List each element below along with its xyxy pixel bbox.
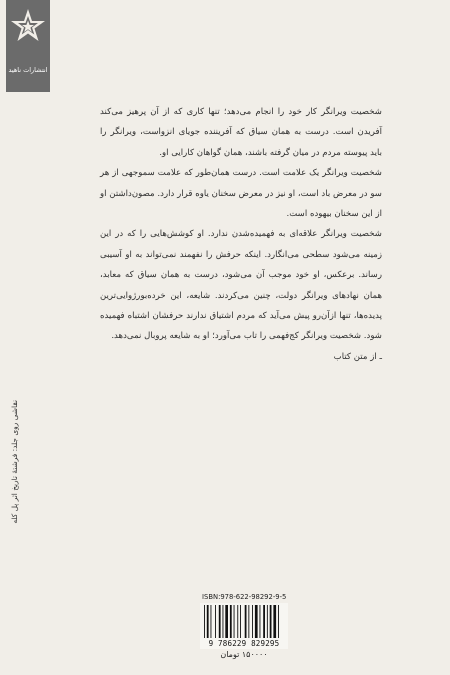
cover-art-credit: نقاشی روی جلد: فرشتهٔ تاریخ اثر پل کله	[10, 400, 19, 524]
price: ۱۵۰۰۰۰ تومان	[220, 650, 268, 659]
barcode-bars	[204, 605, 284, 638]
paragraph-3: شخصیت ویرانگر علاقه‌ای به فهمیده‌شدن ندارد. او کوشش‌هایی را که در این زمینه می‌شود سطحی می‌انگارد. اینکه حرفش را نفهمند نمی‌تواند به او آسیبی رساند. برعکس، او خود موجب آن می‌شود، درست به همان سیاق که معابد، همان نهادهای ویرانگر دولت، چنین می‌کردند. شایعه، این خرده‌بورژوایی‌ترین پدیده‌ها، تنها ازآن‌رو پیش می‌آید که مردم اشتیاق ندارند حرفشان اشتباه فهمیده شود. شخصیت ویرانگر کج‌فهمی را تاب می‌آورد؛ او به شایعه پروبال نمی‌دهد.	[100, 229, 382, 342]
text-credit: ـ از متن کتاب	[333, 351, 382, 362]
publisher-logo	[6, 0, 50, 92]
paragraph-1: شخصیت ویرانگر کار خود را انجام می‌دهد؛ تنها کاری که از آن پرهیز می‌کند آفریدن است. درست به همان سیاق که آفریننده جویای انزواست، ویرانگر را باید پیوسته مردم در میان گرفته باشند، همان گواهان کارایی او.	[100, 107, 382, 158]
barcode-number: 9 786229 829295	[208, 639, 280, 648]
barcode	[200, 603, 288, 649]
publisher-name: انتشارات ناهید	[8, 66, 48, 74]
paragraph-2: شخصیت ویرانگر یک علامت است. درست همان‌طور که علامت سموجهی از هر سو در معرض باد است، او نیز در معرض سخنان یاوه قرار دارد. مصون‌داشتن او از این سخنان بیهوده است.	[100, 168, 382, 220]
back-cover-text	[100, 102, 382, 367]
star-emblem-icon	[10, 8, 46, 44]
isbn-label: ISBN:978-622-98292-9-5	[202, 593, 287, 601]
